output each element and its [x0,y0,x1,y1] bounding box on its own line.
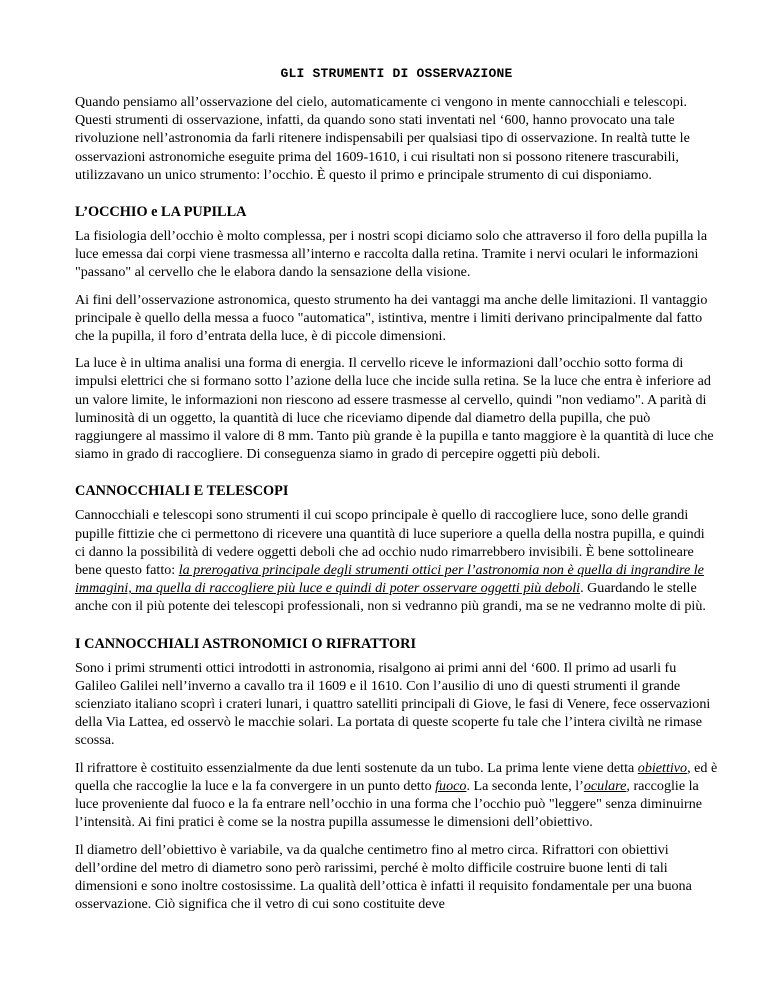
refractors-paragraph-3: Il diametro dell’obiettivo è variabile, va da qualche centimetro fino al metro circa. Rifrattori con obiettivi dell’ordine del metro di diametro sono però rarissimi, perché è molto difficile costruire buone lenti di tali dimensioni e sono inoltre costosissime. La qualità dell’ottica è infatti il requisito fondamentale per una buona osservazione. Ciò significa che il vetro di cui sono costituite deve [75,841,692,913]
refractors-paragraph-2 [75,759,718,832]
term-fuoco: fuoco [435,777,467,794]
eye-paragraph-2: Ai fini dell’osservazione astronomica, questo strumento ha dei vantaggi ma anche delle limitazioni. Il vantaggio principale è quello della messa a fuoco "automatica", istintiva, mentre i limiti derivano principalmente dal fatto che la pupilla, il foro d’entrata della luce, è di piccole dimensioni. [75,291,708,345]
section-heading-refractors: I CANNOCCHIALI ASTRONOMICI O RIFRATTORI [75,635,417,652]
telescopes-emphasis: la prerogativa principale degli strumenti ottici per l’astronomia non è quella di ingrandire le immagini, ma quella di raccogliere più luce e quindi di poter osservare oggetti più deboli [75,562,704,597]
eye-paragraph-1: La fisiologia dell’occhio è molto complessa, per i nostri scopi diciamo solo che attraverso il foro della pupilla la luce emessa dai corpi viene trasmessa all’interno e raccolta dalla retina. Tramite i nervi oculari le informazioni "passano" al cervello che le elabora dando la sensazione della visione. [75,228,708,281]
document-title: GLI STRUMENTI DI OSSERVAZIONE [280,66,513,81]
telescopes-text-b: . Guardando le stelle anche con il più potente dei telescopi professionali, non si vedranno più grandi, ma se ne vedranno molte di più. [75,580,706,615]
term-obiettivo: obiettivo [637,759,688,776]
term-oculare: oculare [583,777,627,794]
section-heading-eye: L’OCCHIO e LA PUPILLA [75,204,247,221]
intro-paragraph: Quando pensiamo all’osservazione del cielo, automaticamente ci vengono in mente cannocchiali e telescopi. Questi strumenti di osservazione, infatti, da quando sono stati inventati nel ‘600, hanno provocato una tale rivoluzione nell’astronomia da farli ritenere indispensabili per qualsiasi tipo di osservazione. In realtà tutte le osservazioni astronomiche eseguite prima del 1609-1610, i cui risultati non si possono ritenere trascurabili, utilizzavano un unico strumento: l’occhio. È questo il primo e principale strumento di cui disponiamo. [75,94,690,183]
telescopes-paragraph-1 [75,506,718,615]
refractors-text-c: . La seconda lente, l’ [466,777,584,794]
refractors-paragraph-1: Sono i primi strumenti ottici introdotti in astronomia, risalgono ai primi anni del ‘600. Il primo ad usarli fu Galileo Galilei nell’inverno a cavallo tra il 1609 e il 1610. Con l’ausilio di uno di questi strumenti il grande scienziato italiano scoprì i crateri lunari, i quattro satelliti principali di Giove, le fasi di Venere, fece osservazioni della Via Lattea, ed osservò le macchie solari. La portata di queste scoperte fu tale che l’intera civiltà ne rimase scossa. [75,659,711,749]
telescopes-text-a: Cannocchiali e telescopi sono strumenti il cui scopo principale è quello di raccogliere luce, sono delle grandi pupille fittizie che ci permettono di ricevere una quantità di luce superiore a quella della nostra pupilla, e quindi ci danno la possibilità di vedere oggetti deboli che ad occhio nudo rimarrebbero invisibili. È bene sottolineare bene questo fatto: [75,507,705,579]
refractors-text-a: Il rifrattore è costituito essenzialmente da due lenti sostenute da un tubo. La prima lente viene detta [75,759,638,776]
refractors-text-b: , ed è quella che raccoglie la luce e la fa convergere in un punto detto [75,759,718,794]
eye-paragraph-3: La luce è in ultima analisi una forma di energia. Il cervello riceve le informazioni dall’occhio sotto forma di impulsi elettrici che si formano sotto l’azione della luce che incide sulla retina. Se la luce che entra è inferiore ad un valore limite, le informazioni non riescono ad essere trasmesse al cervello, quindi "non vediamo". A parità di luminosità di un oggetto, la quantità di luce che riceviamo dipende dal diametro della pupilla, che può raggiungere al massimo il valore di 8 mm. Tanto più grande è la pupilla e tanto maggiore è la quantità di luce che siamo in grado di raccogliere. Di conseguenza siamo in grado di percepire oggetti più deboli. [75,355,714,463]
refractors-text-d: , raccoglie la luce proveniente dal fuoco e la fa entrare nell’occhio in una forma che l’occhio può "leggere" senza diminuirne l’intensità. Ai fini pratici è come se la nostra pupilla assumesse le dimensioni dell’obiettivo. [75,777,703,831]
section-heading-telescopes: CANNOCCHIALI E TELESCOPI [75,483,289,500]
